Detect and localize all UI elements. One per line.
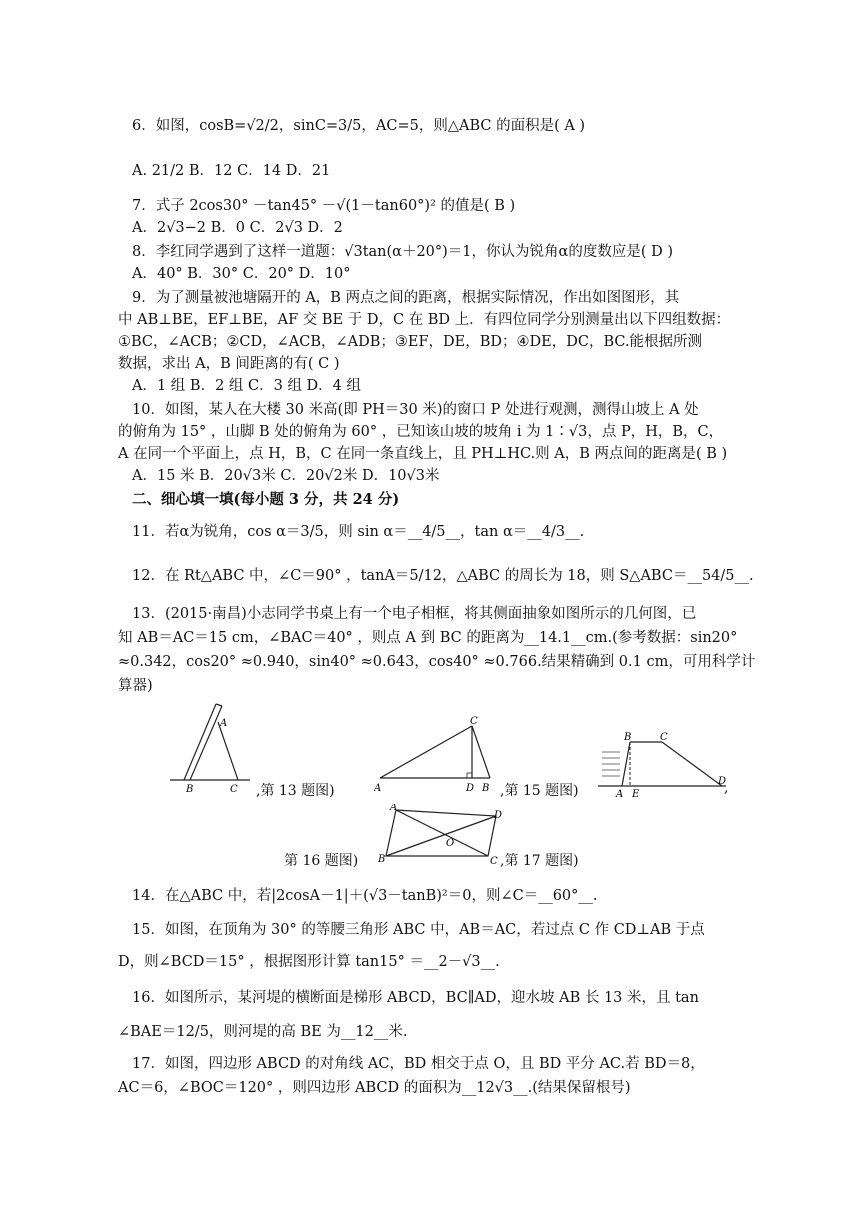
caption-fig17-comma: , bbox=[724, 780, 729, 796]
q13-line4: 算器) bbox=[118, 678, 153, 694]
f15-label-b: B bbox=[482, 783, 490, 794]
question-13-line1 bbox=[132, 604, 696, 624]
q7-text: 7．式子 2cos30° －tan45° －√(1－tan60°)² 的值是( B ) bbox=[132, 198, 516, 214]
question-17-line2 bbox=[118, 1078, 631, 1098]
question-9-line4 bbox=[118, 354, 339, 374]
question-9-line3 bbox=[118, 332, 702, 352]
q13-line3: ≈0.342，cos20° ≈0.940，sin40° ≈0.643，cos40° ≈0.766.结果精确到 0.1 cm，可用科学计 bbox=[118, 654, 756, 670]
q9-line3: ①BC，∠ACB；②CD，∠ACB，∠ADB；③EF，DE，BD；④DE，DC，BC.能根据所测 bbox=[118, 334, 703, 350]
question-7 bbox=[132, 196, 515, 216]
q10-line1: 10．如图，某人在大楼 30 米高(即 PH＝30 米)的窗口 P 处进行观测，测得山坡上 A 处 bbox=[132, 402, 699, 418]
question-10-options bbox=[132, 466, 439, 486]
q8-text: 8．李红同学遇到了这样一道题：√3tan(α＋20°)＝1，你认为锐角α的度数应是( D ) bbox=[132, 244, 673, 260]
q15-line2: D，则∠BCD＝15° ，根据图形计算 tan15° ＝__2－√3__. bbox=[118, 954, 500, 970]
question-8 bbox=[132, 242, 673, 262]
question-9-options bbox=[132, 376, 361, 396]
q12-text: 12．在 Rt△ABC 中，∠C＝90° ，tanA＝5/12，△ABC 的周长为 18，则 S△ABC＝__54/5__. bbox=[132, 568, 754, 584]
question-16-line1 bbox=[132, 988, 699, 1008]
q10-line3: A 在同一个平面上，点 H，B，C 在同一条直线上，且 PH⊥HC.则 A，B 两点间的距离是( B ) bbox=[118, 446, 728, 462]
question-13-line2 bbox=[118, 628, 737, 648]
f16-label-c: C bbox=[660, 732, 668, 743]
f16-label-b: B bbox=[624, 732, 632, 743]
q17-line2: AC＝6，∠BOC＝120° ，则四边形 ABCD 的面积为__12√3__.(结果保留根号) bbox=[118, 1080, 631, 1096]
f15-label-c: C bbox=[470, 716, 478, 727]
question-16-line2 bbox=[118, 1022, 407, 1042]
question-15-line2 bbox=[118, 952, 500, 972]
figure-16 bbox=[598, 730, 730, 798]
caption-fig17: ,第 17 题图) bbox=[500, 853, 579, 869]
f16-label-d: D bbox=[718, 776, 727, 787]
caption-fig16: 第 16 题图) bbox=[284, 853, 359, 869]
q14-text: 14．在△ABC 中，若|2cosA－1|＋(√3－tanB)²＝0，则∠C＝__60°__. bbox=[132, 888, 598, 904]
f13-label-b: B bbox=[186, 784, 194, 794]
caption-fig15: ,第 15 题图) bbox=[500, 783, 579, 799]
question-11 bbox=[132, 522, 584, 542]
f16-label-a: A bbox=[616, 789, 624, 798]
question-10-line1 bbox=[132, 400, 699, 420]
figure-15 bbox=[374, 716, 500, 796]
question-17-line1 bbox=[132, 1054, 705, 1074]
question-15-line1 bbox=[132, 920, 705, 940]
question-6-options bbox=[132, 161, 330, 181]
q10-line2: 的俯角为 15° ，山脚 B 处的俯角为 60° ，已知该山坡的坡角 i 为 1∶√3，点 P，H，B，C， bbox=[118, 424, 724, 440]
f17-label-c: C bbox=[490, 856, 498, 866]
q10-options-text: A．15 米 B．20√3米 C．20√2米 D．10√3米 bbox=[132, 468, 440, 484]
f13-label-a: A bbox=[220, 718, 228, 729]
question-10-line3 bbox=[118, 444, 727, 464]
question-7-options bbox=[132, 218, 343, 238]
q6-text: 6．如图，cosB=√2/2，sinC=3/5，AC=5，则△ABC 的面积是( A ) bbox=[132, 118, 586, 134]
f17-label-a: A bbox=[390, 804, 398, 813]
f13-label-c: C bbox=[230, 784, 238, 794]
q16-line2: ∠BAE＝12/5，则河堤的高 BE 为__12__米. bbox=[118, 1024, 408, 1040]
q9-line2: 中 AB⊥BE，EF⊥BE，AF 交 BE 于 D，C 在 BD 上．有四位同学分别测量出以下四组数据： bbox=[118, 312, 731, 328]
section-2-title: 二、细心填一填(每小题 3 分，共 24 分) bbox=[132, 491, 400, 508]
question-10-line2 bbox=[118, 422, 723, 442]
question-9-line1 bbox=[132, 288, 679, 308]
q13-line2: 知 AB＝AC＝15 cm，∠BAC＝40° ，则点 A 到 BC 的距离为__14.1__cm.(参考数据：sin20° bbox=[118, 630, 738, 646]
q8-options-text: A．40° B．30° C．20° D．10° bbox=[132, 266, 351, 282]
question-13-line4 bbox=[118, 676, 153, 696]
question-8-options bbox=[132, 264, 350, 284]
f15-label-a: A bbox=[374, 783, 382, 794]
figure-17 bbox=[378, 804, 502, 866]
q7-options-text: A．2√3−2 B．0 C．2√3 D．2 bbox=[132, 220, 343, 236]
q16-line1: 16．如图所示，某河堤的横断面是梯形 ABCD，BC∥AD，迎水坡 AB 长 13 米，且 tan bbox=[132, 990, 699, 1006]
f17-label-b: B bbox=[378, 854, 386, 865]
q9-options-text: A．1 组 B．2 组 C．3 组 D．4 组 bbox=[132, 378, 362, 394]
f17-label-o: O bbox=[446, 838, 455, 849]
question-6 bbox=[132, 116, 585, 136]
q9-line1: 9．为了测量被池塘隔开的 A，B 两点之间的距离，根据实际情况，作出如图图形，其 bbox=[132, 290, 680, 306]
figure-13 bbox=[168, 700, 252, 794]
q17-line1: 17．如图，四边形 ABCD 的对角线 AC，BD 相交于点 O，且 BD 平分 AC.若 BD＝8， bbox=[132, 1056, 705, 1072]
question-12 bbox=[132, 566, 754, 586]
caption-fig13: ,第 13 题图) bbox=[256, 783, 335, 799]
f16-label-e: E bbox=[632, 789, 640, 798]
q11-text: 11．若α为锐角，cos α＝3/5，则 sin α＝__4/5__，tan α＝__4/3__. bbox=[132, 524, 585, 540]
q6-options-text: A. 21/2 B．12 C．14 D．21 bbox=[132, 163, 331, 179]
q13-line1: 13．(2015·南昌)小志同学书桌上有一个电子相框，将其侧面抽象如图所示的几何图，已 bbox=[132, 606, 697, 622]
question-13-line3 bbox=[118, 652, 755, 672]
q15-line1: 15．如图，在顶角为 30° 的等腰三角形 ABC 中，AB＝AC，若过点 C 作 CD⊥AB 于点 bbox=[132, 922, 705, 938]
f15-label-d: D bbox=[466, 783, 475, 794]
question-9-line2 bbox=[118, 310, 730, 330]
q9-line4: 数据，求出 A，B 间距离的有( C ) bbox=[118, 356, 340, 372]
question-14 bbox=[132, 886, 598, 906]
f17-label-d: D bbox=[494, 810, 502, 821]
section-2-heading bbox=[132, 490, 399, 510]
